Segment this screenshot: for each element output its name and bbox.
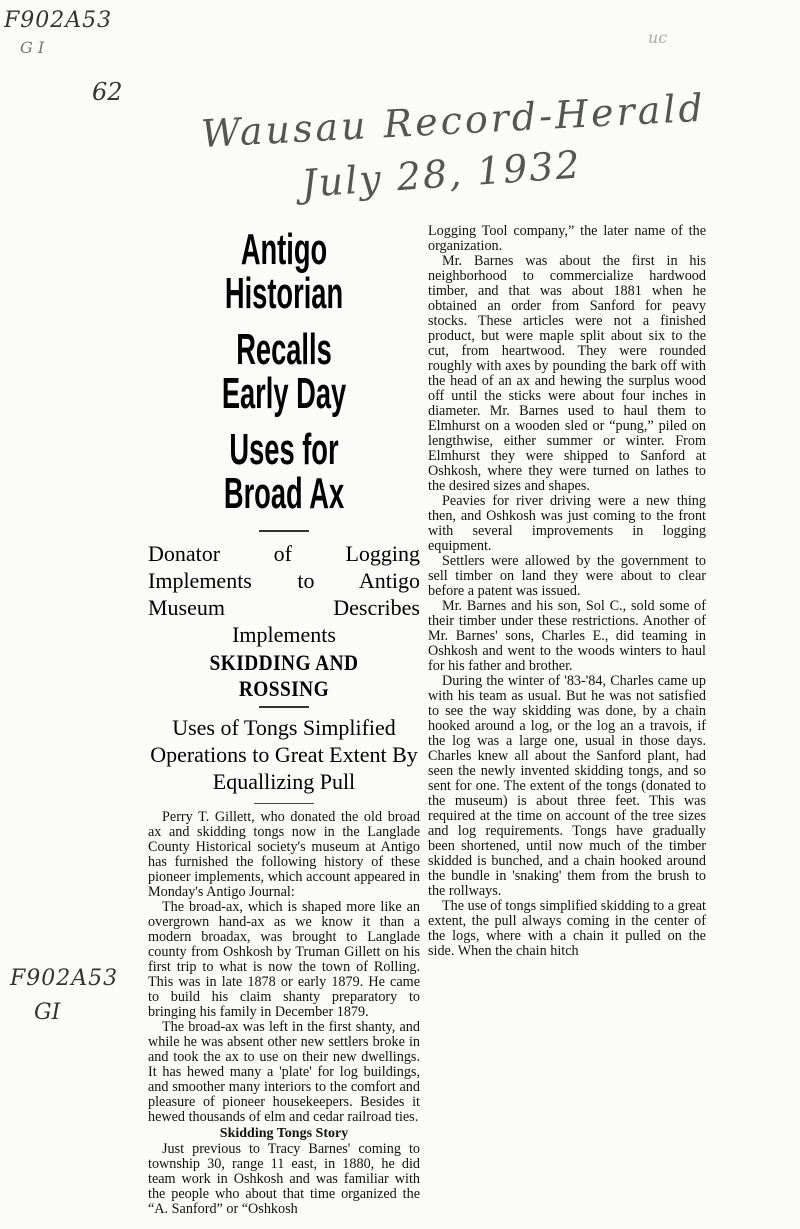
paragraph: Just previous to Tracy Barnes' coming to township 30, range 11 east, in 1880, he did team work in Oshkosh and was familiar with the people who about that time organized the “A. Sanford” or “Oshkosh xyxy=(148,1141,420,1217)
article-right-column xyxy=(428,224,706,959)
paragraph: Mr. Barnes was about the first in his neighborhood to commercialize hardwood timber, and that was about 1881 when he obtained an order from Sanford for peavy stocks. These articles were not a finished product, but were maple split about six to the cut, from heartwood. They were rounded roughly with axes by pounding the bark off with the head of an ax and hewing the surplus wood off until the sticks were about four inches in diameter. Mr. Barnes used to haul them to Elmhurst on a wooden sled or “pung,” piled on lengthwise, either summer or winter. From Elmhurst they were shipped to Sanford at Oshkosh, where they were turned on lathes to the desired sizes and shapes. xyxy=(428,253,706,494)
headline-line-2: Recalls Early Day xyxy=(221,325,347,418)
handwritten-margin-subcode: GI xyxy=(34,1000,61,1025)
handwritten-margin-call-number: F902A53 xyxy=(10,966,119,991)
section-title: Skidding Tongs Story xyxy=(219,1126,349,1141)
deck-1: Donator of Logging Implements to Antigo Museum Describes Implements xyxy=(148,541,420,647)
paragraph: Logging Tool company,” the later name of the organization. xyxy=(428,223,706,254)
paragraph: The broad-ax, which is shaped more like an overgrown hand-ax as we know it than a modern broadax, was brought to Langlade county from Oshkosh by Truman Gillett on his first trip to what is now the town of Rolling. This was in late 1878 or early 1879. He came to build his claim shanty preparatory to bringing his family in December 1879. xyxy=(148,899,420,1020)
article-body-left xyxy=(148,810,420,1217)
paragraph: Mr. Barnes and his son, Sol C., sold some of their timber under these restrictions. Another of Mr. Barnes' sons, Charles E., did teaming in Oshkosh and went to the woods winters to haul for his father and brother. xyxy=(428,598,706,674)
headline-line-3: Uses for Broad Ax xyxy=(223,425,345,518)
handwritten-corner-mark: uc xyxy=(648,28,668,47)
deck-2: Uses of Tongs Simplified Operations to Great Extent By Equallizing Pull xyxy=(150,715,418,794)
handwritten-date: July 28, 1932 xyxy=(300,142,584,206)
paragraph: Settlers were allowed by the government to sell timber on land they were about to clear before a patent was issued. xyxy=(428,553,706,599)
divider xyxy=(254,803,314,804)
headline-line-1: Antigo Historian xyxy=(224,225,344,318)
paragraph: The broad-ax was left in the first shanty, and while he was absent other new settlers broke in and took the ax to use on their new dwellings. It has hewed many a 'plate' for log buildings, and smoother many interiors to the comfort and pleasure of pioneer housekeepers. Besides it hewed thousands of elm and cedar railroad ties. xyxy=(148,1019,420,1125)
divider xyxy=(259,706,309,708)
handwritten-publication: Wausau Record-Herald xyxy=(200,85,707,156)
paragraph: Peavies for river driving were a new thing then, and Oshkosh was just coming to the front with several improvements in logging equipment. xyxy=(428,493,706,554)
paragraph: The use of tongs simplified skidding to a great extent, the pull always coming in the center of the logs, where with a chain it pulled on the side. When the chain hitch xyxy=(428,898,706,959)
article-left-column xyxy=(148,225,420,1217)
paragraph: Perry T. Gillett, who donated the old broad ax and skidding tongs now in the Langlade County Historical society's museum at Antigo has furnished the following history of these pioneer implements, which account appeared in Monday's Antigo Journal: xyxy=(148,809,420,900)
handwritten-call-number: F902A53 xyxy=(4,8,113,33)
handwritten-subcode: G I xyxy=(20,38,45,57)
caps-subhead: SKIDDING AND ROSSING xyxy=(209,650,359,701)
divider xyxy=(259,530,309,532)
paragraph: During the winter of '83-'84, Charles came up with his team as usual. But he was not satisfied to see the way skidding was done, by a chain hooked around a log, or the log an a travois, if the log was a large one, usual in those days. Charles knew all about the Sanford plant, had seen the newly invented skidding tongs, and so sent for one. The extent of the tongs (donated to the museum) is about three feet. This was required at the time on account of the tree sizes and log requirements. Tongs have gradually been shortened, until now much of the timber skidded is bunched, and a chain hooked around the bundle in 'snaking' them from the brush to the rollways. xyxy=(428,673,706,899)
handwritten-page-number: 62 xyxy=(92,78,123,106)
